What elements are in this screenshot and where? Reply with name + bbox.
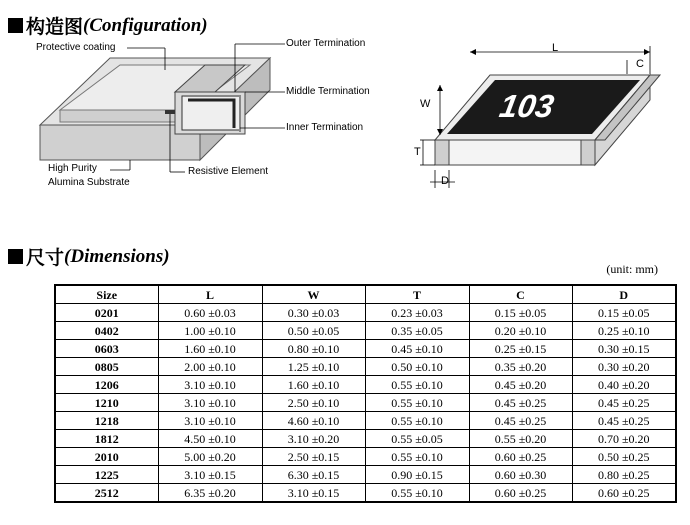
value-cell: 0.55 ±0.10: [365, 394, 469, 412]
size-cell: 0805: [55, 358, 158, 376]
value-cell: 0.60 ±0.03: [158, 304, 262, 322]
substrate-label-line1: High Purity: [48, 163, 97, 174]
value-cell: 0.35 ±0.20: [469, 358, 572, 376]
value-cell: 0.30 ±0.20: [572, 358, 676, 376]
size-cell: 1218: [55, 412, 158, 430]
column-header: T: [365, 285, 469, 304]
value-cell: 4.50 ±0.10: [158, 430, 262, 448]
table-row: [55, 466, 676, 484]
size-cell: 1210: [55, 394, 158, 412]
table-header-row: [55, 285, 676, 304]
value-cell: 0.60 ±0.25: [572, 484, 676, 503]
substrate-label-line2: Alumina Substrate: [48, 177, 130, 188]
value-cell: 2.50 ±0.10: [262, 394, 365, 412]
value-cell: 1.00 ±0.10: [158, 322, 262, 340]
value-cell: 0.25 ±0.15: [469, 340, 572, 358]
value-cell: 5.00 ±0.20: [158, 448, 262, 466]
size-cell: 2512: [55, 484, 158, 503]
table-row: [55, 394, 676, 412]
value-cell: 6.35 ±0.20: [158, 484, 262, 503]
dim-c-label: C: [636, 58, 644, 70]
value-cell: 0.60 ±0.25: [469, 484, 572, 503]
table-row: [55, 340, 676, 358]
table-row: [55, 304, 676, 322]
table-row: [55, 484, 676, 503]
column-header: L: [158, 285, 262, 304]
table-row: [55, 430, 676, 448]
value-cell: 3.10 ±0.15: [158, 466, 262, 484]
dim-w-label: W: [420, 98, 431, 110]
dimensions-heading-en: (Dimensions): [64, 245, 170, 267]
value-cell: 3.10 ±0.10: [158, 394, 262, 412]
value-cell: 0.55 ±0.10: [365, 448, 469, 466]
unit-note: (unit: mm): [606, 262, 658, 276]
value-cell: 3.10 ±0.15: [262, 484, 365, 503]
column-header: D: [572, 285, 676, 304]
value-cell: 4.60 ±0.10: [262, 412, 365, 430]
dim-t-label: T: [414, 146, 421, 158]
value-cell: 0.50 ±0.25: [572, 448, 676, 466]
dimensions-heading-cn: 尺寸: [26, 248, 65, 269]
value-cell: 0.23 ±0.03: [365, 304, 469, 322]
value-cell: 0.55 ±0.10: [365, 484, 469, 503]
value-cell: 1.25 ±0.10: [262, 358, 365, 376]
value-cell: 0.35 ±0.05: [365, 322, 469, 340]
value-cell: 0.50 ±0.10: [365, 358, 469, 376]
value-cell: 0.30 ±0.03: [262, 304, 365, 322]
value-cell: 3.10 ±0.10: [158, 376, 262, 394]
configuration-heading-cn: 构造图: [26, 17, 84, 38]
value-cell: 0.55 ±0.10: [365, 412, 469, 430]
size-cell: 0201: [55, 304, 158, 322]
value-cell: 0.60 ±0.25: [469, 448, 572, 466]
column-header: W: [262, 285, 365, 304]
table-body: [55, 304, 676, 503]
value-cell: 0.80 ±0.10: [262, 340, 365, 358]
value-cell: 1.60 ±0.10: [262, 376, 365, 394]
value-cell: 0.90 ±0.15: [365, 466, 469, 484]
resistor-marking-code: 103: [496, 88, 557, 124]
value-cell: 0.15 ±0.05: [469, 304, 572, 322]
value-cell: 2.00 ±0.10: [158, 358, 262, 376]
inner-termination-label: Inner Termination: [286, 122, 364, 133]
dim-l-label: L: [552, 42, 559, 54]
value-cell: 0.80 ±0.25: [572, 466, 676, 484]
outer-termination-label: Outer Termination: [286, 38, 366, 49]
column-header: C: [469, 285, 572, 304]
size-cell: 2010: [55, 448, 158, 466]
value-cell: 0.30 ±0.15: [572, 340, 676, 358]
dimensions-heading: [8, 243, 170, 270]
value-cell: 0.55 ±0.05: [365, 430, 469, 448]
value-cell: 0.45 ±0.20: [469, 376, 572, 394]
middle-termination-label: Middle Termination: [286, 86, 370, 97]
size-cell: 1812: [55, 430, 158, 448]
size-cell: 0402: [55, 322, 158, 340]
value-cell: 0.45 ±0.25: [469, 394, 572, 412]
value-cell: 0.45 ±0.10: [365, 340, 469, 358]
dimensions-table: [54, 284, 677, 503]
value-cell: 0.45 ±0.25: [572, 412, 676, 430]
value-cell: 2.50 ±0.15: [262, 448, 365, 466]
value-cell: 0.50 ±0.05: [262, 322, 365, 340]
table-row: [55, 322, 676, 340]
heading-bullet: [8, 249, 23, 264]
dim-d-label: D: [441, 175, 449, 187]
value-cell: 0.20 ±0.10: [469, 322, 572, 340]
size-cell: 1206: [55, 376, 158, 394]
value-cell: 6.30 ±0.15: [262, 466, 365, 484]
table-row: [55, 376, 676, 394]
value-cell: 3.10 ±0.20: [262, 430, 365, 448]
value-cell: 1.60 ±0.10: [158, 340, 262, 358]
value-cell: 0.70 ±0.20: [572, 430, 676, 448]
value-cell: 0.45 ±0.25: [469, 412, 572, 430]
value-cell: 3.10 ±0.10: [158, 412, 262, 430]
column-header: Size: [55, 285, 158, 304]
value-cell: 0.40 ±0.20: [572, 376, 676, 394]
value-cell: 0.60 ±0.30: [469, 466, 572, 484]
table-row: [55, 412, 676, 430]
size-cell: 0603: [55, 340, 158, 358]
value-cell: 0.25 ±0.10: [572, 322, 676, 340]
value-cell: 0.55 ±0.10: [365, 376, 469, 394]
configuration-heading-en: (Configuration): [83, 14, 208, 36]
table-row: [55, 358, 676, 376]
table-row: [55, 448, 676, 466]
value-cell: 0.45 ±0.25: [572, 394, 676, 412]
size-cell: 1225: [55, 466, 158, 484]
value-cell: 0.15 ±0.05: [572, 304, 676, 322]
value-cell: 0.55 ±0.20: [469, 430, 572, 448]
protective-coating-label: Protective coating: [36, 42, 116, 53]
resistive-element-label: Resistive Element: [188, 166, 269, 177]
